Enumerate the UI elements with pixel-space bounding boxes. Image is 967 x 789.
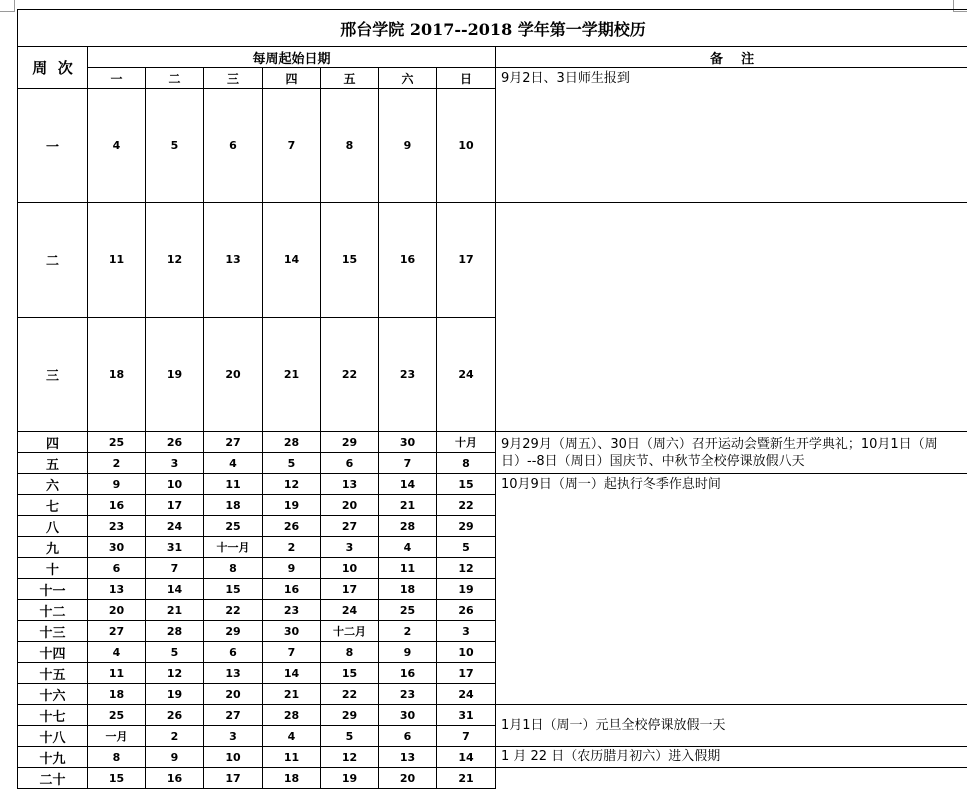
date-cell: 31 xyxy=(437,705,496,726)
date-cell: 26 xyxy=(437,600,496,621)
week-number: 十五 xyxy=(18,663,88,684)
date-cell: 21 xyxy=(263,684,321,705)
week-column-header: 周 次 xyxy=(18,47,88,89)
date-cell: 8 xyxy=(321,89,379,203)
weekday-header: 四 xyxy=(263,68,321,89)
date-cell: 18 xyxy=(379,579,437,600)
week-number: 十六 xyxy=(18,684,88,705)
date-cell: 20 xyxy=(379,768,437,789)
date-cell: 6 xyxy=(379,726,437,747)
date-cell: 一月 xyxy=(88,726,146,747)
date-cell: 28 xyxy=(263,705,321,726)
date-cell: 17 xyxy=(321,579,379,600)
date-cell: 16 xyxy=(146,768,204,789)
date-cell: 11 xyxy=(88,663,146,684)
date-cell: 5 xyxy=(321,726,379,747)
week-row xyxy=(18,768,967,789)
date-cell: 3 xyxy=(204,726,263,747)
date-cell: 19 xyxy=(146,317,204,431)
week-number: 七 xyxy=(18,495,88,516)
date-cell: 25 xyxy=(204,516,263,537)
date-cell: 9 xyxy=(88,474,146,495)
date-cell: 10 xyxy=(437,89,496,203)
week-number: 十二 xyxy=(18,600,88,621)
date-cell: 2 xyxy=(379,621,437,642)
date-cell: 4 xyxy=(379,537,437,558)
date-cell: 9 xyxy=(263,558,321,579)
date-cell: 24 xyxy=(437,317,496,431)
date-cell: 11 xyxy=(88,203,146,317)
date-cell: 22 xyxy=(204,600,263,621)
date-cell: 11 xyxy=(379,558,437,579)
date-cell: 9 xyxy=(146,747,204,768)
date-cell: 14 xyxy=(379,474,437,495)
date-cell: 24 xyxy=(437,684,496,705)
note-new-year: 1月1日（周一）元旦全校停课放假一天 xyxy=(496,705,967,747)
date-cell: 2 xyxy=(88,453,146,474)
date-cell: 22 xyxy=(437,495,496,516)
date-cell: 8 xyxy=(321,642,379,663)
date-cell: 13 xyxy=(88,579,146,600)
date-cell: 17 xyxy=(437,663,496,684)
date-cell: 10 xyxy=(204,747,263,768)
date-cell: 26 xyxy=(263,516,321,537)
date-cell: 13 xyxy=(204,663,263,684)
week-row xyxy=(18,705,967,726)
date-cell: 18 xyxy=(204,495,263,516)
date-cell: 19 xyxy=(321,768,379,789)
week-number: 十 xyxy=(18,558,88,579)
date-cell: 26 xyxy=(146,705,204,726)
date-cell: 20 xyxy=(321,495,379,516)
date-cell: 8 xyxy=(204,558,263,579)
note-sports-meet: 9月29月（周五）、30日（周六）召开运动会暨新生开学典礼；10月1日（周日）--8日（周日）国庆节、中秋节全校停课放假八天 xyxy=(496,432,967,474)
date-cell: 9 xyxy=(379,89,437,203)
date-cell: 29 xyxy=(321,705,379,726)
page-corner-mark-top-left xyxy=(0,0,15,12)
date-cell: 5 xyxy=(146,642,204,663)
date-cell: 23 xyxy=(379,684,437,705)
weekday-header: 五 xyxy=(321,68,379,89)
date-cell: 2 xyxy=(263,537,321,558)
date-cell: 12 xyxy=(146,203,204,317)
date-cell: 15 xyxy=(321,663,379,684)
date-cell: 21 xyxy=(379,495,437,516)
note-registration: 9月2日、3日师生报到 xyxy=(496,68,967,203)
date-cell: 21 xyxy=(437,768,496,789)
date-cell: 17 xyxy=(204,768,263,789)
notes-column-header: 备 注 xyxy=(496,47,967,68)
date-cell: 14 xyxy=(263,663,321,684)
date-cell: 27 xyxy=(321,516,379,537)
date-cell: 十月 xyxy=(437,432,496,453)
note-winter-schedule: 10月9日（周一）起执行冬季作息时间 xyxy=(496,474,967,705)
date-cell: 25 xyxy=(88,432,146,453)
week-number: 二十 xyxy=(18,768,88,789)
date-cell: 15 xyxy=(88,768,146,789)
weekday-header: 二 xyxy=(146,68,204,89)
weekday-header: 三 xyxy=(204,68,263,89)
date-cell: 10 xyxy=(321,558,379,579)
date-cell: 20 xyxy=(88,600,146,621)
date-cell: 28 xyxy=(379,516,437,537)
date-cell: 13 xyxy=(204,203,263,317)
date-cell: 27 xyxy=(204,705,263,726)
date-cell: 9 xyxy=(379,642,437,663)
date-cell: 8 xyxy=(437,453,496,474)
date-cell: 16 xyxy=(379,663,437,684)
date-cell: 6 xyxy=(88,558,146,579)
date-cell: 10 xyxy=(146,474,204,495)
date-cell: 17 xyxy=(437,203,496,317)
date-cell: 15 xyxy=(204,579,263,600)
week-number: 十九 xyxy=(18,747,88,768)
date-cell: 3 xyxy=(321,537,379,558)
school-calendar-table xyxy=(17,9,967,789)
date-cell: 22 xyxy=(321,317,379,431)
date-cell: 29 xyxy=(321,432,379,453)
date-cell: 15 xyxy=(321,203,379,317)
date-cell: 16 xyxy=(88,495,146,516)
date-cell: 11 xyxy=(204,474,263,495)
date-cell: 26 xyxy=(146,432,204,453)
date-cell: 21 xyxy=(263,317,321,431)
week-row xyxy=(18,203,967,317)
week-number: 二 xyxy=(18,203,88,317)
date-cell: 24 xyxy=(321,600,379,621)
date-cell: 13 xyxy=(379,747,437,768)
date-cell: 7 xyxy=(437,726,496,747)
date-cell: 27 xyxy=(88,621,146,642)
dates-column-header: 每周起始日期 xyxy=(88,47,496,68)
week-number: 五 xyxy=(18,453,88,474)
date-cell: 4 xyxy=(204,453,263,474)
weekday-header: 六 xyxy=(379,68,437,89)
date-cell: 23 xyxy=(88,516,146,537)
date-cell: 7 xyxy=(263,89,321,203)
date-cell: 7 xyxy=(379,453,437,474)
date-cell: 4 xyxy=(88,89,146,203)
date-cell: 十二月 xyxy=(321,621,379,642)
date-cell: 6 xyxy=(321,453,379,474)
date-cell: 13 xyxy=(321,474,379,495)
date-cell: 28 xyxy=(263,432,321,453)
date-cell: 30 xyxy=(263,621,321,642)
date-cell: 29 xyxy=(437,516,496,537)
week-number: 四 xyxy=(18,432,88,453)
date-cell: 12 xyxy=(146,663,204,684)
weekday-header: 一 xyxy=(88,68,146,89)
date-cell: 12 xyxy=(437,558,496,579)
date-cell: 27 xyxy=(204,432,263,453)
date-cell: 4 xyxy=(88,642,146,663)
date-cell: 23 xyxy=(263,600,321,621)
week-number: 十一 xyxy=(18,579,88,600)
date-cell: 14 xyxy=(263,203,321,317)
date-cell: 2 xyxy=(146,726,204,747)
date-cell: 23 xyxy=(379,317,437,431)
week-number: 十四 xyxy=(18,642,88,663)
date-cell: 30 xyxy=(379,432,437,453)
date-cell: 十一月 xyxy=(204,537,263,558)
date-cell: 19 xyxy=(146,684,204,705)
date-cell: 30 xyxy=(88,537,146,558)
date-cell: 6 xyxy=(204,89,263,203)
week-row xyxy=(18,432,967,453)
week-number: 十七 xyxy=(18,705,88,726)
date-cell: 4 xyxy=(263,726,321,747)
week-row xyxy=(18,474,967,495)
date-cell: 16 xyxy=(263,579,321,600)
week-number: 八 xyxy=(18,516,88,537)
date-cell: 7 xyxy=(146,558,204,579)
date-cell: 8 xyxy=(88,747,146,768)
date-cell: 24 xyxy=(146,516,204,537)
week-number: 三 xyxy=(18,317,88,431)
date-cell: 25 xyxy=(88,705,146,726)
date-cell: 14 xyxy=(437,747,496,768)
calendar-title: 邢台学院 2017--2018 学年第一学期校历 xyxy=(18,10,967,47)
date-cell: 3 xyxy=(437,621,496,642)
date-cell: 28 xyxy=(146,621,204,642)
date-cell: 6 xyxy=(204,642,263,663)
date-cell: 14 xyxy=(146,579,204,600)
date-cell: 25 xyxy=(379,600,437,621)
date-cell: 7 xyxy=(263,642,321,663)
date-cell: 18 xyxy=(263,768,321,789)
date-cell: 30 xyxy=(379,705,437,726)
date-cell: 17 xyxy=(146,495,204,516)
date-cell: 18 xyxy=(88,684,146,705)
date-cell: 18 xyxy=(88,317,146,431)
date-cell: 16 xyxy=(379,203,437,317)
week-number: 十八 xyxy=(18,726,88,747)
date-cell: 12 xyxy=(321,747,379,768)
date-cell: 5 xyxy=(263,453,321,474)
date-cell: 20 xyxy=(204,684,263,705)
date-cell: 21 xyxy=(146,600,204,621)
week-number: 十三 xyxy=(18,621,88,642)
week-row xyxy=(18,317,967,431)
date-cell: 5 xyxy=(437,537,496,558)
date-cell: 20 xyxy=(204,317,263,431)
date-cell: 22 xyxy=(321,684,379,705)
date-cell: 12 xyxy=(263,474,321,495)
date-cell: 11 xyxy=(263,747,321,768)
week-number: 九 xyxy=(18,537,88,558)
date-cell: 19 xyxy=(263,495,321,516)
date-cell: 10 xyxy=(437,642,496,663)
week-row xyxy=(18,747,967,768)
date-cell: 5 xyxy=(146,89,204,203)
week-number: 一 xyxy=(18,89,88,203)
date-cell: 29 xyxy=(204,621,263,642)
note-vacation: 1 月 22 日（农历腊月初六）进入假期 xyxy=(496,747,967,768)
date-cell: 19 xyxy=(437,579,496,600)
date-cell: 3 xyxy=(146,453,204,474)
date-cell: 31 xyxy=(146,537,204,558)
week-number: 六 xyxy=(18,474,88,495)
weekday-header: 日 xyxy=(437,68,496,89)
date-cell: 15 xyxy=(437,474,496,495)
